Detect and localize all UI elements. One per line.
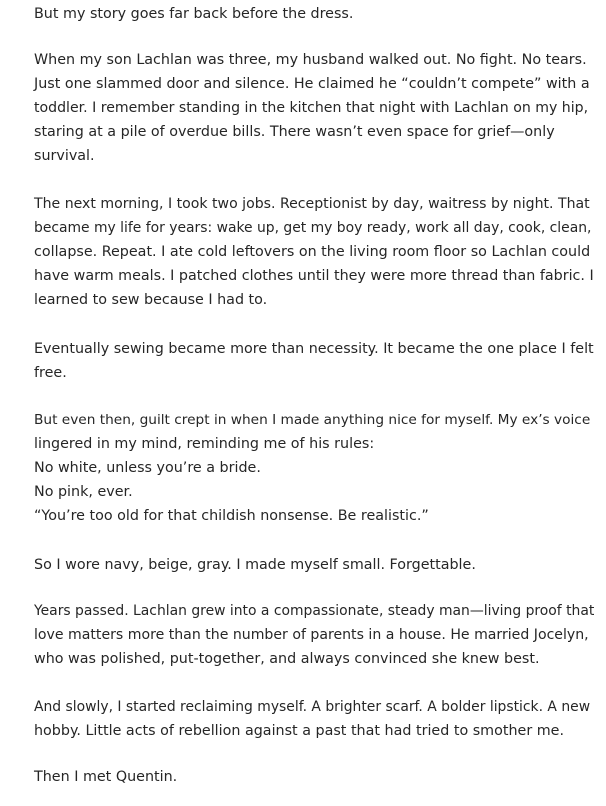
text-line: have warm meals. I patched clothes until they were more thread than fabric. I xyxy=(34,268,594,284)
text-line: Eventually sewing became more than necessity. It became the one place I felt xyxy=(34,341,594,357)
paragraph xyxy=(34,695,594,743)
paragraph xyxy=(34,765,594,789)
text-line: staring at a pile of overdue bills. There wasn’t even space for grief—only xyxy=(34,124,555,140)
text-line: toddler. I remember standing in the kitchen that night with Lachlan on my hip, xyxy=(34,100,589,116)
text-line: hobby. Little acts of rebellion against a past that had tried to smother me. xyxy=(34,723,565,739)
text-line: When my son Lachlan was three, my husband walked out. No fight. No tears. xyxy=(34,52,587,68)
text-line: Just one slammed door and silence. He claimed he “couldn’t compete” with a xyxy=(34,76,590,92)
text-line: free. xyxy=(34,365,67,381)
text-line: “You’re too old for that childish nonsense. Be realistic.” xyxy=(34,508,429,524)
text-line: But my story goes far back before the dress. xyxy=(34,6,354,22)
text-line: But even then, guilt crept in when I made anything nice for myself. My ex’s voice xyxy=(34,412,591,428)
text-line: who was polished, put-together, and always convinced she knew best. xyxy=(34,651,540,667)
text-line: Years passed. Lachlan grew into a compassionate, steady man—living proof that xyxy=(34,603,595,619)
paragraph xyxy=(34,337,594,385)
text-line: And slowly, I started reclaiming myself. A brighter scarf. A bolder lipstick. A new xyxy=(34,699,591,715)
text-line: love matters more than the number of parents in a house. He married Jocelyn, xyxy=(34,627,589,643)
paragraph xyxy=(34,48,594,168)
paragraph xyxy=(34,2,594,26)
text-line: No pink, ever. xyxy=(34,484,133,500)
text-line: The next morning, I took two jobs. Receptionist by day, waitress by night. That xyxy=(34,196,590,212)
paragraph xyxy=(34,408,594,528)
text-line: No white, unless you’re a bride. xyxy=(34,460,261,476)
paragraph xyxy=(34,192,594,312)
paragraph xyxy=(34,553,594,577)
text-line: lingered in my mind, reminding me of his rules: xyxy=(34,436,375,452)
paragraph xyxy=(34,599,594,671)
text-line: survival. xyxy=(34,148,95,164)
text-line: learned to sew because I had to. xyxy=(34,292,268,308)
text-line: Then I met Quentin. xyxy=(34,769,178,785)
text-line: collapse. Repeat. I ate cold leftovers on the living room floor so Lachlan could xyxy=(34,244,591,260)
text-line: became my life for years: wake up, get my boy ready, work all day, cook, clean, xyxy=(34,220,592,236)
text-line: So I wore navy, beige, gray. I made myself small. Forgettable. xyxy=(34,557,476,573)
